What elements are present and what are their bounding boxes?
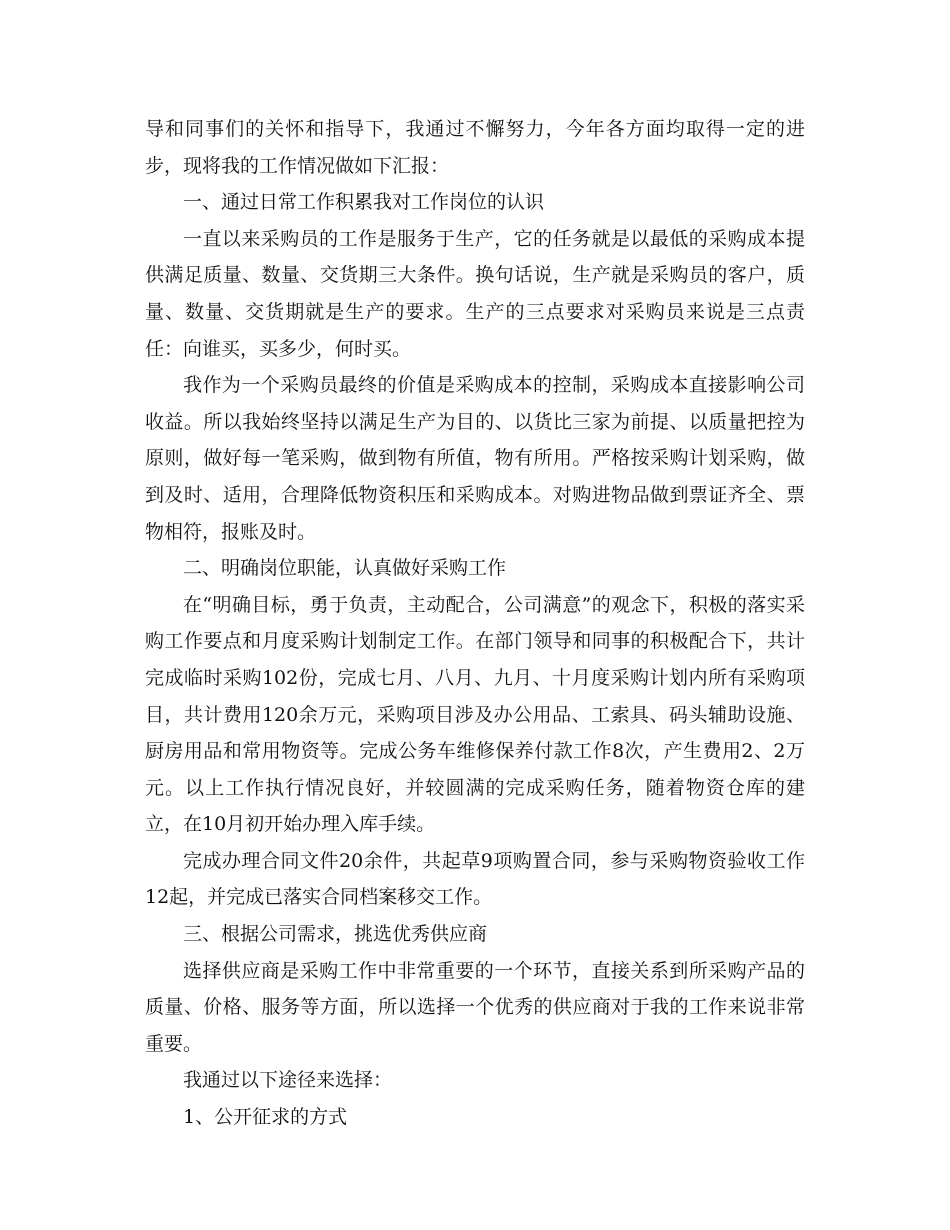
list-item-method-1: 1、公开征求的方式 — [183, 1106, 348, 1129]
paragraph-cost-control: 我作为一个采购员最终的价值是采购成本的控制，采购成本直接影响公司收益。所以我始终坚持以满足生产为目的、以货比三家为前提、以质量把控为原则，做好每一笔采购，做到物有所值，物有所用。严格按采购计划采购，做到及时、适用，合理降低物资积压和采购成本。对购进物品做到票证齐全、票物相符，报账及时。 — [145, 374, 805, 543]
section-heading-2: 二、明确岗位职能，认真做好采购工作 — [183, 557, 507, 580]
paragraph-methods-intro: 我通过以下途径来选择： — [183, 1069, 393, 1092]
paragraph-purchaser-role: 一直以来采购员的工作是服务于生产，它的任务就是以最低的采购成本提供满足质量、数量、交货期三大条件。换句话说，生产就是采购员的客户，质量、数量、交货期就是生产的要求。生产的三点要求对采购员来说是三点责任：向谁买，买多少，何时买。 — [145, 227, 805, 360]
paragraph-contracts: 完成办理合同文件20余件，共起草9项购置合同，参与采购物资验收工作12起，并完成已落实合同档案移交工作。 — [145, 849, 805, 909]
paragraph-work-summary: 在“明确目标，勇于负责，主动配合，公司满意”的观念下，积极的落实采购工作要点和月度采购计划制定工作。在部门领导和同事的积极配合下，共计完成临时采购102份，完成七月、八月、九月、十月度采购计划内所有采购项目，共计费用120余万元，采购项目涉及办公用品、工索具、码头辅助设施、厨房用品和常用物资等。完成公务车维修保养付款工作8次，产生费用2、2万元。以上工作执行情况良好，并较圆满的完成采购任务，随着物资仓库的建立，在10月初开始办理入库手续。 — [145, 593, 805, 836]
document-body — [145, 111, 805, 1136]
section-heading-3: 三、根据公司需求，挑选优秀供应商 — [183, 923, 488, 946]
paragraph-supplier-selection: 选择供应商是采购工作中非常重要的一个环节，直接关系到所采购产品的质量、价格、服务等方面，所以选择一个优秀的供应商对于我的工作来说非常重要。 — [145, 959, 805, 1055]
section-heading-1: 一、通过日常工作积累我对工作岗位的认识 — [183, 191, 545, 214]
paragraph-intro: 导和同事们的关怀和指导下，我通过不懈努力，今年各方面均取得一定的进步，现将我的工作情况做如下汇报： — [145, 118, 805, 177]
